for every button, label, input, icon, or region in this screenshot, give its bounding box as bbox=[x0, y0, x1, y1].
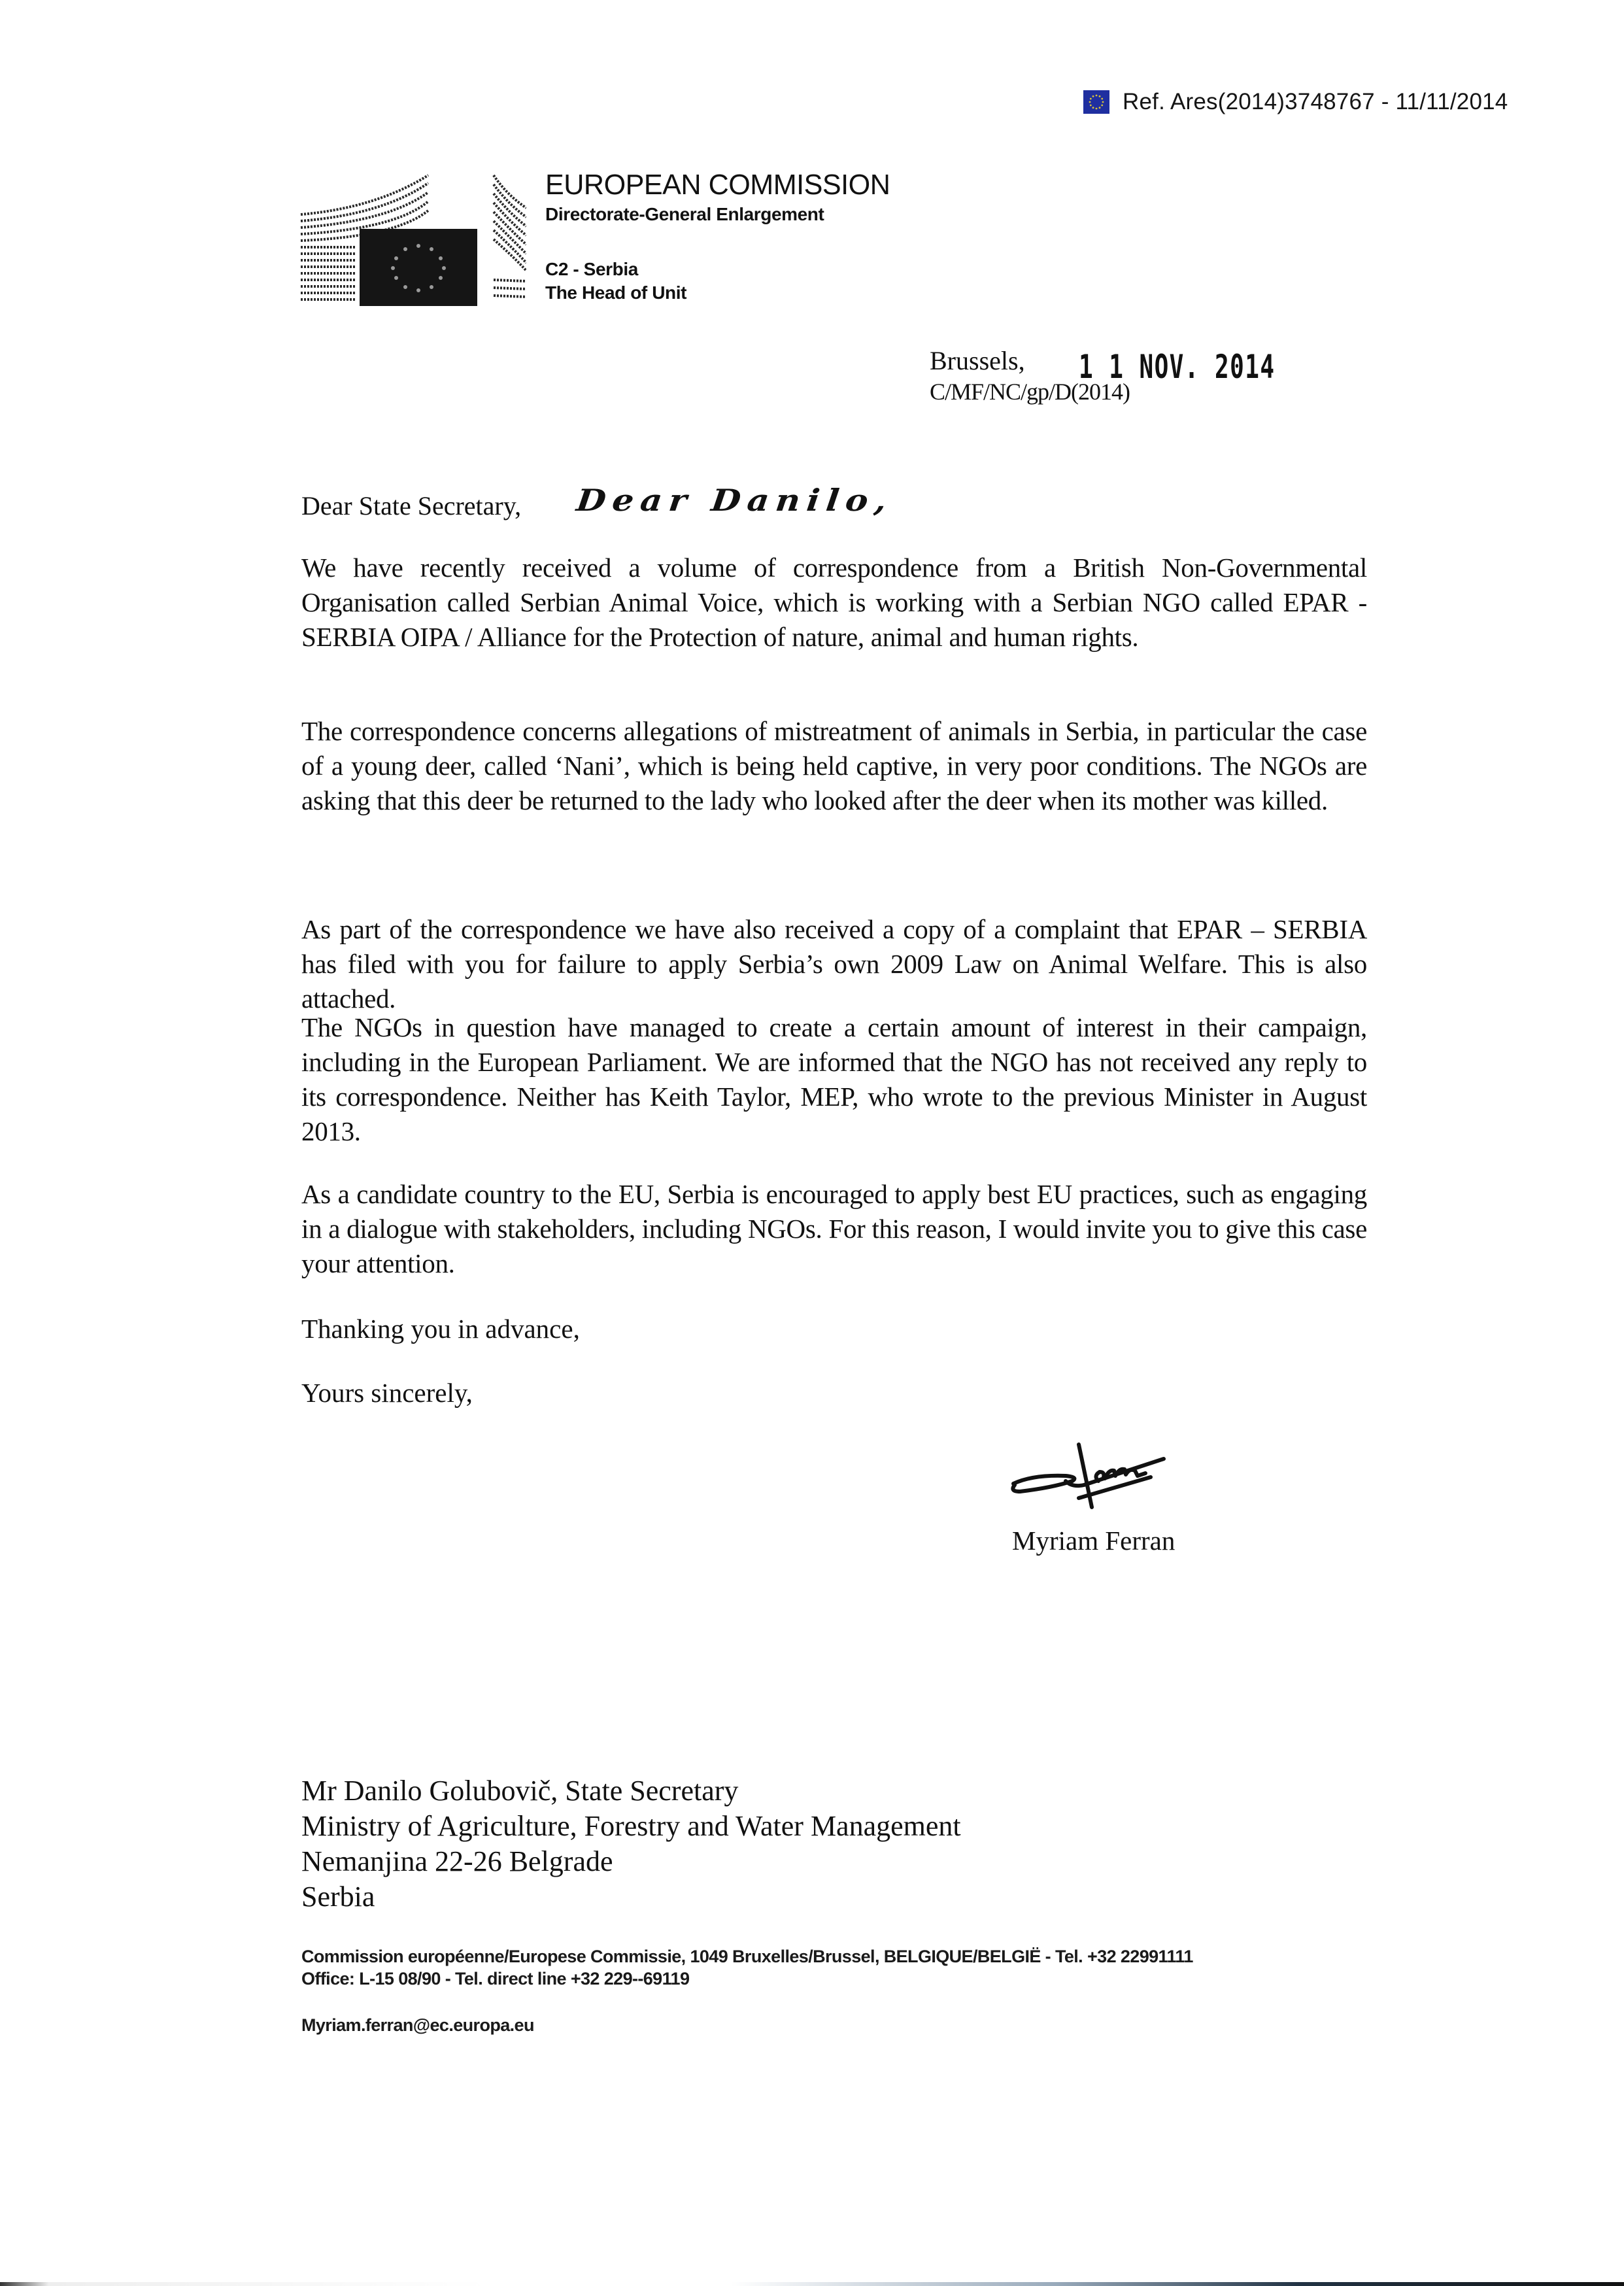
organisation-name: EUROPEAN COMMISSION bbox=[545, 169, 890, 201]
body-paragraph: We have recently received a volume of correspondence from a British Non-Governmental Organisation called Serbian Animal Voice, which is working with a Serbian NGO called EPAR - SERBIA OIPA / Alliance for the Protection of nature, animal and human rights. bbox=[301, 553, 1367, 652]
body-paragraph: The NGOs in question have managed to create a certain amount of interest in their campaign, including in the European Parliament. We are informed that the NGO has not received any reply to its correspondence. Neither has Keith Taylor, MEP, who wrote to the previous Minister in August 2013. bbox=[301, 1012, 1367, 1146]
footer-address: Commission européenne/Europese Commissie, 1049 Bruxelles/Brussel, BELGIQUE/BELGIË - Tel. +32 22991111 bbox=[301, 1947, 1193, 1966]
recipient-street: Nemanjina 22-26 Belgrade bbox=[301, 1845, 613, 1877]
salutation: Dear State Secretary, bbox=[301, 491, 522, 520]
unit-name: C2 - Serbia bbox=[545, 259, 638, 279]
recipient-address bbox=[301, 1773, 961, 1915]
recipient-name: Mr Danilo Golubovič, State Secretary bbox=[301, 1775, 739, 1807]
scan-edge bbox=[0, 2282, 1624, 2286]
footer-email: Myriam.ferran@ec.europa.eu bbox=[301, 2015, 534, 2035]
reference-code: C/MF/NC/gp/D(2014) bbox=[930, 379, 1130, 405]
body-paragraph: As a candidate country to the EU, Serbia is encouraged to apply best EU practices, such as engaging in a dialogue with stakeholders, including NGOs. For this reason, I would invite you to give this case your attention. bbox=[301, 1179, 1367, 1278]
place-label: Brussels, bbox=[930, 346, 1025, 375]
handwritten-salutation: Dear Danilo, bbox=[574, 483, 896, 518]
recipient-country: Serbia bbox=[301, 1881, 375, 1913]
directorate-name: Directorate-General Enlargement bbox=[545, 204, 824, 224]
document-reference: Ref. Ares(2014)3748767 - 11/11/2014 bbox=[1123, 89, 1508, 114]
letterhead bbox=[545, 169, 897, 305]
footer-office: Office: L-15 08/90 - Tel. direct line +32 229--69119 bbox=[301, 1969, 690, 1988]
signer-name: Myriam Ferran bbox=[1012, 1526, 1176, 1556]
body-paragraph: As part of the correspondence we have also received a copy of a complaint that EPAR – SERBIA has filed with you for failure to apply Serbia’s own 2009 Law on Animal Welfare. This is also attached. bbox=[301, 914, 1367, 1014]
unit-role: The Head of Unit bbox=[545, 282, 687, 303]
european-commission-logo bbox=[297, 169, 526, 307]
date-stamp: 1 1 NOV. 2014 bbox=[1079, 348, 1276, 386]
body-paragraph: The correspondence concerns allegations of mistreatment of animals in Serbia, in particular the case of a young deer, called ‘Nani’, which is being held captive, in very poor conditions. The NGOs are asking that this deer be returned to the lady who looked after the deer when its mother was killed. bbox=[301, 716, 1367, 815]
recipient-ministry: Ministry of Agriculture, Forestry and Water Management bbox=[301, 1810, 961, 1842]
footer-contact bbox=[301, 1945, 1193, 1990]
handwritten-signature bbox=[1007, 1442, 1177, 1517]
reference-header bbox=[1083, 89, 1508, 115]
closing-thanks: Thanking you in advance, bbox=[301, 1314, 580, 1344]
eu-flag-icon bbox=[1083, 90, 1109, 114]
closing-sincerely: Yours sincerely, bbox=[301, 1378, 473, 1408]
